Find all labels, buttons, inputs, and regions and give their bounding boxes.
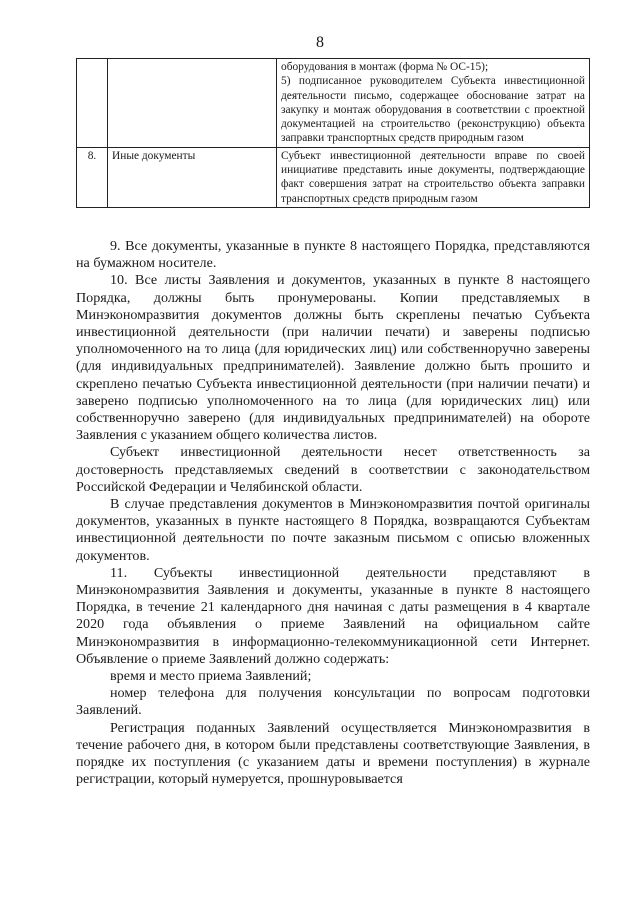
document-description-cell bbox=[277, 147, 590, 207]
body-text bbox=[76, 238, 590, 789]
paragraph: 9. Все документы, указанные в пункте 8 настоящего Порядка, представляются на бумажном носителе. bbox=[76, 238, 590, 272]
document-name-cell: Иные документы bbox=[108, 147, 277, 207]
row-number-cell bbox=[77, 59, 108, 148]
paragraph: время и место приема Заявлений; bbox=[110, 668, 312, 685]
table-row bbox=[77, 147, 590, 207]
page-number: 8 bbox=[316, 34, 324, 51]
documents-table bbox=[76, 58, 590, 208]
description-line: Субъект инвестиционной деятельности вправе по своей инициативе представить иные документы, подтверждающие факт совершения затрат на строительство объекта заправки транспортных средств природным газом bbox=[281, 149, 585, 205]
paragraph: 10. Все листы Заявления и документов, указанных в пункте 8 настоящего Порядка, должны быть пронумерованы. Копии представляемых в Минэкономразвития документов должны быть скреплены печатью Субъекта инвестиционной деятельности (при наличии печати) и заверены подписью уполномоченного на то лица (для юридических лиц) или собственноручно заверены (для индивидуальных предпринимателей). Заявление должно быть прошито и скреплено печатью Субъекта инвестиционной деятельности (при наличии печати) и заверено подписью уполномоченного на то лица (для юридических лиц) или собственноручно заверено (для индивидуальных предпринимателей) на обороте Заявления с указанием общего количества листов. bbox=[76, 272, 590, 444]
paragraph: Регистрация поданных Заявлений осуществляется Минэкономразвития в течение рабочего дня, в котором были представлены соответствующие Заявления, в порядке их поступления (с указанием даты и времени поступления) в журнале регистрации, который нумеруется, прошнуровывается bbox=[76, 719, 590, 788]
description-line: оборудования в монтаж (форма № ОС-15); bbox=[281, 61, 489, 73]
description-line: 5) подписанное руководителем Субъекта инвестиционной деятельности письмо, содержащее обоснование затрат на закупку и монтаж оборудования в соответствии с проектной документацией на строительство (реконструкцию) объекта заправки транспортных средств природным газом bbox=[281, 75, 585, 145]
table-row bbox=[77, 59, 590, 148]
document-name-cell bbox=[108, 59, 277, 148]
paragraph: Субъект инвестиционной деятельности несет ответственность за достоверность представляемых сведений в соответствии с законодательством Российской Федерации и Челябинской области. bbox=[76, 444, 590, 495]
row-number-cell: 8. bbox=[77, 147, 108, 207]
paragraph: 11. Субъекты инвестиционной деятельности представляют в Минэкономразвития Заявления и документы, указанные в пункте 8 настоящего Порядка, в течение 21 календарного дня начиная с даты размещения в 4 квартале 2020 года объявления о приеме Заявлений на официальном сайте Минэкономразвития в информационно-телекоммуникационной сети Интернет. Объявление о приеме Заявлений должно содержать: bbox=[76, 564, 590, 667]
paragraph: В случае представления документов в Минэкономразвития почтой оригиналы документов, указанных в пункте настоящего 8 Порядка, возвращаются Субъектам инвестиционной деятельности по почте заказным письмом с описью вложенных документов. bbox=[76, 496, 590, 564]
paragraph: номер телефона для получения консультации по вопросам подготовки Заявлений. bbox=[76, 685, 590, 719]
document-description-cell bbox=[277, 59, 590, 148]
